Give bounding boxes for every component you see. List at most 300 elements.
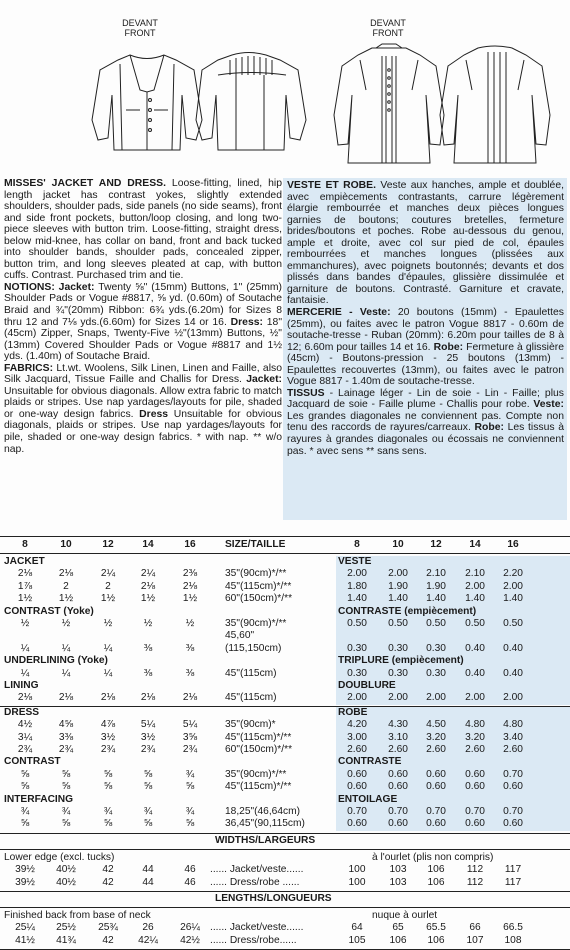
yardage-en: ¼	[61, 642, 71, 654]
yardage-fr: 0.70	[503, 806, 523, 817]
fabric-width: 45"(115cm)	[225, 692, 277, 704]
section-label-fr: VESTE	[338, 556, 372, 567]
yardage-en: 2⅛	[182, 692, 198, 704]
block-title	[0, 893, 570, 905]
yardage-fr: 0.60	[347, 781, 367, 793]
yardage-fr: 0.60	[388, 781, 408, 793]
yardage-fr: 0.50	[388, 618, 408, 629]
yardage-fr: 2.00	[503, 580, 523, 592]
notions-dress-title: Dress:	[226, 316, 263, 328]
yardage-en: ⅝	[61, 781, 71, 793]
measure-en: 39½	[15, 876, 35, 888]
yardage-en: 2¾	[17, 744, 33, 755]
yardage-fr: 2.60	[388, 744, 408, 755]
mercerie-robe-text: Fermeture à glissière (45cm) - Boutons-pression - 25 boutons (13mm) - Epaulettes recouvertes (13mm), ou faites avec le patron Vogue 8817 - 1.40m de soutache-tresse.	[287, 341, 564, 388]
measure-fr: 66	[469, 922, 481, 934]
label-en: FRONT	[124, 28, 156, 38]
yardage-en: ½	[20, 618, 30, 629]
fabrics-dress-text: Unsuitable for obvious diagonals, plaids or stripes. Use nap yardages/layouts for pile, shaded or one-way design fabrics. * with nap. ** w/o nap.	[4, 408, 282, 455]
yardage-fr: 2.00	[347, 692, 367, 704]
yardage-en: 2⅛	[140, 692, 156, 704]
measure-row	[0, 935, 570, 947]
label-fr: DEVANT	[122, 18, 158, 28]
size-header-label: SIZE/TAILLE	[225, 539, 286, 550]
desc-text: Veste aux hanches, ample et doublée, avec empiècements contrastants, carrure légèrement élargie rembourrée et manches deux pièces longues garnies de boutons; coutures bretelles, fermeture brides/boutons et poches. Robe au-dessous du genou, ample et droite, avec col sur pied de col, épaules rembourrées et manches longues (plissées aux emmanchures), avec poignets boutonnés; devants et dos plissés dans bandes d'épaules, glissière dissimulée et garniture de boutons. Contrasté. Garniture et cravate, fantaisie.	[287, 180, 564, 307]
measure-en: 42¼	[138, 934, 158, 946]
yardage-row	[0, 732, 570, 744]
measure-fr: 107	[466, 934, 484, 946]
measure-fr: 100	[348, 864, 366, 876]
size-fr: 16	[507, 539, 519, 550]
yardage-fr: 4.80	[465, 719, 485, 731]
section-label-en: DRESS	[4, 706, 40, 718]
yardage-en: 4⅞	[100, 719, 116, 731]
measure-fr: 64	[351, 922, 363, 934]
yardage-en: ½	[143, 618, 153, 629]
label-en: FRONT	[372, 28, 404, 38]
yardage-en: ¼	[61, 667, 71, 679]
measure-en: 42	[102, 876, 114, 888]
section-header	[0, 556, 570, 568]
yardage-fr: 0.60	[503, 781, 523, 793]
block-title	[0, 835, 570, 847]
rule	[0, 891, 570, 892]
yardage-fr: 1.40	[388, 593, 408, 605]
size-fr: 8	[354, 539, 360, 550]
yardage-en: 2¾	[140, 744, 156, 755]
yardage-en: ⅝	[20, 818, 30, 830]
yardage-en: ⅝	[61, 818, 71, 830]
yardage-fr: 0.30	[347, 642, 367, 654]
yardage-row	[0, 568, 570, 580]
fabrics-jacket-text: Unsuitable for obvious diagonals. Allow extra fabric to match plaids or stripes. Use nap yardages/layouts for pile, shaded or one-way design fabrics.	[4, 385, 282, 420]
mercerie-text: 20 boutons (15mm) - Epaulettes (25mm), ou faites avec le patron Vogue 8817 - 0.60m de soutache-tresse - Ruban (20mm): 6.20m pour tailles de 8 à 12; 6.60m pour tailles 14 et 16.	[287, 307, 564, 353]
yardage-en: ½	[185, 618, 195, 629]
section-label-en: CONTRAST (Yoke)	[4, 605, 94, 617]
size-fr: 10	[392, 539, 404, 550]
yardage-en: 2¾	[58, 744, 74, 755]
yardage-fr: 0.40	[503, 642, 523, 654]
yardage-en: 2¼	[140, 568, 156, 580]
yardage-en: ¾	[103, 806, 113, 817]
fabrics-jacket-title: Jacket:	[241, 374, 283, 386]
yardage-en: ⅜	[143, 642, 153, 654]
yardage-fr: 0.50	[347, 618, 367, 629]
section-header	[0, 606, 570, 618]
section-label-en: LINING	[4, 680, 39, 691]
yardage-fr: 2.00	[465, 580, 485, 592]
yardage-fr: 0.40	[465, 642, 485, 654]
yardage-en: ⅝	[20, 781, 30, 793]
yardage-fr: 0.60	[465, 781, 485, 793]
mercerie-paragraph	[287, 307, 564, 388]
section-header	[0, 794, 570, 806]
measure-en: 42	[102, 934, 114, 946]
tissus-robe-text: Les tissus à rayures à grandes diagonales ou écossais ne conviennent pas. * avec sens ** sans sens.	[287, 422, 564, 457]
measure-fr: 117	[504, 876, 522, 888]
yardage-fr: 1.40	[347, 593, 367, 605]
section-label-en: UNDERLINING (Yoke)	[4, 655, 108, 667]
fabric-width: 45"(115cm)*/**	[225, 781, 292, 793]
yardage-fr: 0.60	[388, 818, 408, 830]
yardage-en: 3½	[140, 731, 156, 743]
yardage-fr: 4.20	[347, 719, 367, 731]
size-en: 10	[60, 539, 72, 550]
yardage-fr: 0.30	[388, 667, 408, 679]
block-label-en: Lower edge (excl. tucks)	[4, 851, 115, 863]
yardage-en: ⅝	[61, 768, 71, 780]
section-header	[0, 707, 570, 719]
yardage-fr: 4.50	[426, 719, 446, 731]
yardage-en: ¾	[61, 806, 71, 817]
block-title-text: WIDTHS/LARGEURS	[215, 834, 316, 846]
measure-label: ...... Dress/robe......	[210, 934, 297, 946]
yardage-fr: 0.50	[426, 618, 446, 629]
yardage-fr: 2.60	[503, 744, 523, 755]
measure-en: 41½	[15, 934, 35, 946]
yardage-fr: 0.50	[503, 618, 523, 629]
notions-text: Twenty ⅝" (15mm) Buttons, 1" (25mm) Shoulder Pads or Vogue #8817, ⅝ yd. (0.60m) of Soutache Braid and ¾"(20mm) Ribbon: 6¾ yds.(6.20m) for Sizes 8 thru 12 and 7⅛ yds.(6.60m) for Sizes 14 or 16.	[4, 281, 283, 328]
yardage-fr: 2.00	[388, 692, 408, 704]
yardage-en: 2	[105, 580, 111, 592]
block-label-fr: nuque à ourlet	[372, 910, 438, 921]
yardage-fr: 3.20	[465, 731, 485, 743]
yardage-fr: 2.10	[426, 568, 446, 580]
measure-en: 25½	[56, 922, 76, 934]
section-header	[0, 655, 570, 667]
notions-dress-text: 18"(45cm) Zipper, Snaps, Twenty-Five ½"(13mm) Buttons, ½"(13mm) Covered Shoulder Pads or Vogue #8817 and 1½ yds. (1.40m) of Soutache Braid.	[4, 316, 283, 363]
yardage-fr: 2.10	[465, 568, 485, 580]
rule	[0, 849, 570, 850]
yardage-fr: 0.30	[347, 667, 367, 679]
yardage-en: ⅝	[143, 818, 153, 830]
fabric-width: 36,45"(90,115cm)	[225, 818, 305, 830]
yardage-en: ⅜	[143, 667, 153, 679]
description-english	[4, 178, 282, 455]
measure-en: 26¼	[180, 922, 200, 934]
flat-sketches	[0, 0, 570, 178]
yardage-en: 2⅛	[140, 580, 156, 592]
yardage-en: ¾	[185, 768, 195, 780]
yardage-en: 2¾	[182, 744, 198, 755]
yardage-en: ¾	[20, 806, 30, 817]
block-label-en: Finished back from base of neck	[4, 910, 151, 921]
sketch-drawing	[0, 0, 570, 178]
measure-fr: 106	[427, 934, 445, 946]
yardage-en: 2⅛	[100, 692, 116, 704]
measure-fr: 103	[389, 864, 407, 876]
yardage-row	[0, 593, 570, 605]
yardage-en: 1⅞	[17, 580, 33, 592]
yardage-en: ¼	[103, 667, 113, 679]
yardage-en: 1½	[58, 593, 74, 605]
yardage-en: 2⅜	[182, 568, 198, 580]
yardage-fr: 0.60	[465, 768, 485, 780]
fabric-width: 35"(90cm)*/**	[225, 768, 287, 780]
yardage-en: 2⅛	[58, 568, 74, 580]
yardage-en: ½	[61, 618, 71, 629]
yardage-fr: 1.40	[426, 593, 446, 605]
yardage-row	[0, 769, 570, 781]
yardage-en: 2⅛	[17, 692, 33, 704]
yardage-fr: 3.20	[426, 731, 446, 743]
yardage-row	[0, 581, 570, 593]
measure-fr: 103	[389, 876, 407, 888]
fabric-width: 18,25"(46,64cm)	[225, 806, 300, 817]
yardage-en: 2¼	[100, 568, 116, 580]
measure-fr: 106	[389, 934, 407, 946]
yardage-en: 2¾	[100, 744, 116, 755]
yardage-en: 1½	[17, 593, 33, 605]
yardage-fr: 2.20	[503, 568, 523, 580]
fabrics-text: Lt.wt. Woolens, Silk Linen, Linen and Faille, also Silk Jacquard, Tissue Faille and Challis for Dress.	[4, 362, 282, 386]
fabric-width: 45"(115cm)*/**	[225, 580, 292, 592]
fabric-width: 45,60"	[225, 630, 255, 642]
section-label-fr: CONTRASTE (empiècement)	[338, 605, 477, 617]
yardage-fr: 2.00	[503, 692, 523, 704]
yardage-en: 5¼	[140, 719, 156, 731]
size-en: 12	[102, 539, 114, 550]
size-en: 16	[184, 539, 196, 550]
tissus-veste-title: Veste:	[529, 399, 564, 411]
fabrics-title: FABRICS:	[4, 362, 54, 374]
measure-fr: 112	[466, 876, 484, 888]
tissus-paragraph	[287, 388, 564, 457]
desc-paragraph	[287, 180, 564, 307]
yardage-fr: 0.50	[465, 618, 485, 629]
section-label-en: JACKET	[4, 556, 45, 567]
yardage-row	[0, 818, 570, 830]
measure-fr: 66.5	[503, 922, 523, 934]
measure-en: 39½	[15, 864, 35, 876]
yardage-en: 3⅜	[58, 731, 74, 743]
measure-fr: 117	[504, 864, 522, 876]
section-label-fr: TRIPLURE (empiècement)	[338, 655, 464, 667]
measure-row	[0, 864, 570, 876]
measure-label: ...... Jacket/veste......	[210, 864, 304, 876]
section-label-fr: DOUBLURE	[338, 680, 396, 691]
measure-label: ...... Dress/robe ......	[210, 876, 300, 888]
tissus-veste-text: Les grandes diagonales ne conviennent pas. Compte non tenu des raccords de rayures/carreaux.	[287, 410, 564, 434]
yardage-fr: 1.80	[347, 580, 367, 592]
yardage-fr: 3.10	[388, 731, 408, 743]
section-label-fr: CONTRASTE	[338, 756, 402, 768]
yardage-fr: 0.30	[426, 642, 446, 654]
tissus-text: - Lainage léger - Lin de soie - Lin - Faille; plus Jacquard de soie - Faille plume - Challis pour robe.	[287, 387, 564, 411]
notions-paragraph	[4, 282, 282, 363]
measure-fr: 100	[348, 876, 366, 888]
yardage-en: ¼	[20, 642, 30, 654]
yardage-en: 3½	[100, 731, 116, 743]
yardage-chart	[0, 536, 570, 946]
measure-fr: 105	[348, 934, 366, 946]
measure-fr: 65	[392, 922, 404, 934]
block-label-fr: à l'ourlet (plis non compris)	[372, 851, 494, 863]
fabric-width: 60"(150cm)*/**	[225, 593, 293, 605]
yardage-fr: 0.60	[503, 818, 523, 830]
yardage-fr: 2.60	[465, 744, 485, 755]
measure-en: 42	[102, 864, 114, 876]
fabric-width: 35"(90cm)*/**	[225, 568, 287, 580]
measure-en: 25¼	[15, 922, 35, 934]
yardage-en: 2	[63, 580, 69, 592]
size-fr: 14	[469, 539, 481, 550]
yardage-en: ¼	[20, 667, 30, 679]
tissus-title: TISSUS	[287, 387, 325, 399]
yardage-fr: 0.70	[388, 806, 408, 817]
yardage-fr: 1.90	[388, 580, 408, 592]
yardage-row	[0, 781, 570, 793]
fabric-width: 35"(90cm)*/**	[225, 618, 287, 629]
measure-fr: 65.5	[426, 922, 446, 934]
measure-en: 46	[184, 876, 196, 888]
yardage-en: ⅝	[103, 818, 113, 830]
size-en: 14	[142, 539, 154, 550]
yardage-fr: 1.90	[426, 580, 446, 592]
rule	[0, 833, 570, 834]
yardage-fr: 0.30	[388, 642, 408, 654]
section-label-en: CONTRAST	[4, 756, 61, 768]
yardage-fr: 0.60	[426, 781, 446, 793]
yardage-en: ⅝	[103, 781, 113, 793]
measure-fr: 106	[427, 876, 445, 888]
yardage-en: 4⅝	[58, 719, 74, 731]
yardage-en: 1½	[182, 593, 198, 605]
yardage-en: ⅝	[143, 781, 153, 793]
yardage-fr: 0.60	[388, 768, 408, 780]
mercerie-robe-title: Robe:	[430, 341, 464, 353]
measure-en: 40½	[56, 876, 76, 888]
yardage-en: 3¼	[17, 731, 33, 743]
section-label-en: INTERFACING	[4, 793, 74, 805]
measure-en: 42½	[180, 934, 200, 946]
yardage-en: ¾	[185, 806, 195, 817]
yardage-fr: 2.60	[426, 744, 446, 755]
yardage-en: 4½	[17, 719, 33, 731]
fabric-width: 35"(90cm)*	[225, 719, 276, 731]
measure-en: 40½	[56, 864, 76, 876]
fabric-width: 45"(115cm)	[225, 667, 277, 679]
yardage-en: ⅝	[185, 781, 195, 793]
description-french	[283, 178, 567, 520]
yardage-fr: 0.40	[465, 667, 485, 679]
size-fr: 12	[430, 539, 442, 550]
yardage-fr: 0.60	[347, 818, 367, 830]
yardage-fr: 0.70	[426, 806, 446, 817]
yardage-en: ⅜	[185, 667, 195, 679]
yardage-en: ⅝	[185, 818, 195, 830]
yardage-en: 2⅛	[182, 580, 198, 592]
yardage-row	[0, 692, 570, 704]
yardage-fr: 2.60	[347, 744, 367, 755]
yardage-fr: 0.70	[347, 806, 367, 817]
yardage-en: ⅜	[185, 642, 195, 654]
yardage-en: 2⅛	[17, 568, 33, 580]
yardage-en: ½	[103, 618, 113, 629]
fabrics-paragraph	[4, 363, 282, 455]
yardage-fr: 0.60	[465, 818, 485, 830]
notions-title: NOTIONS: Jacket:	[4, 281, 95, 293]
size-header-row	[0, 539, 570, 551]
measure-row	[0, 877, 570, 889]
yardage-row	[0, 630, 570, 642]
yardage-fr: 1.40	[465, 593, 485, 605]
fabric-width: 45"(115cm)*/**	[225, 731, 292, 743]
measure-en: 41¾	[56, 934, 76, 946]
section-header	[0, 756, 570, 768]
yardage-fr: 0.60	[426, 818, 446, 830]
section-label-fr: ROBE	[338, 706, 368, 718]
yardage-fr: 2.00	[347, 568, 367, 580]
measure-label: ...... Jacket/veste......	[210, 922, 304, 934]
yardage-fr: 2.00	[426, 692, 446, 704]
yardage-en: 3⅝	[182, 731, 198, 743]
block-labels	[0, 910, 570, 922]
section-label-fr: ENTOILAGE	[338, 793, 398, 805]
yardage-row	[0, 806, 570, 818]
yardage-fr: 1.40	[503, 593, 523, 605]
yardage-fr: 0.30	[426, 667, 446, 679]
measure-fr: 112	[466, 864, 484, 876]
yardage-en: ⅝	[143, 768, 153, 780]
desc-title: VESTE ET ROBE.	[287, 180, 376, 191]
rule	[0, 553, 570, 554]
measure-en: 26	[142, 922, 154, 934]
yardage-fr: 2.00	[388, 568, 408, 580]
desc-paragraph	[4, 178, 282, 282]
section-header	[0, 680, 570, 692]
block-title-text: LENGTHS/LONGUEURS	[215, 893, 332, 904]
yardage-en: ⅝	[20, 768, 30, 780]
fabrics-dress-title: Dress	[133, 408, 169, 420]
measure-en: 25¾	[98, 922, 118, 934]
rule	[0, 907, 570, 908]
yardage-row	[0, 719, 570, 731]
desc-text: Loose-fitting, lined, hip length jacket has contrast yokes, slightly extended shoulders, shoulder pads, side panels (no side seams), front and side front pockets, button/loop closing, and long two-piece sleeves with button trim. Loose-fitting, straight dress, below mid-knee, has collar on band, front and back tucked into shoulder bands, shoulder pads, concealed zipper, button trim, and long sleeves pleated at cap, with button cuffs. Contrast. Purchased trim and tie.	[4, 178, 283, 282]
yardage-row	[0, 744, 570, 756]
yardage-en: 1½	[140, 593, 156, 605]
fabric-width: (115,150cm)	[225, 642, 282, 654]
yardage-fr: 0.60	[426, 768, 446, 780]
label-fr: DEVANT	[370, 18, 406, 28]
yardage-en: 2⅛	[58, 692, 74, 704]
mercerie-title: MERCERIE - Veste:	[287, 307, 391, 319]
desc-title: MISSES' JACKET AND DRESS.	[4, 178, 166, 189]
yardage-fr: 0.60	[347, 768, 367, 780]
yardage-en: 1½	[100, 593, 116, 605]
rule	[0, 536, 570, 537]
measure-en: 44	[142, 876, 154, 888]
yardage-fr: 2.00	[465, 692, 485, 704]
yardage-en: ¾	[143, 806, 153, 817]
measure-en: 46	[184, 864, 196, 876]
size-en: 8	[22, 539, 28, 550]
yardage-row	[0, 668, 570, 680]
yardage-fr: 0.40	[503, 667, 523, 679]
yardage-fr: 4.30	[388, 719, 408, 731]
yardage-en: ¼	[103, 642, 113, 654]
block-labels	[0, 852, 570, 864]
measure-row	[0, 922, 570, 934]
yardage-row	[0, 618, 570, 630]
fabric-width: 60"(150cm)*/**	[225, 744, 293, 755]
measure-fr: 108	[504, 934, 522, 946]
yardage-fr: 4.80	[503, 719, 523, 731]
yardage-fr: 0.70	[465, 806, 485, 817]
yardage-row	[0, 643, 570, 655]
yardage-en: ⅝	[103, 768, 113, 780]
yardage-fr: 3.00	[347, 731, 367, 743]
